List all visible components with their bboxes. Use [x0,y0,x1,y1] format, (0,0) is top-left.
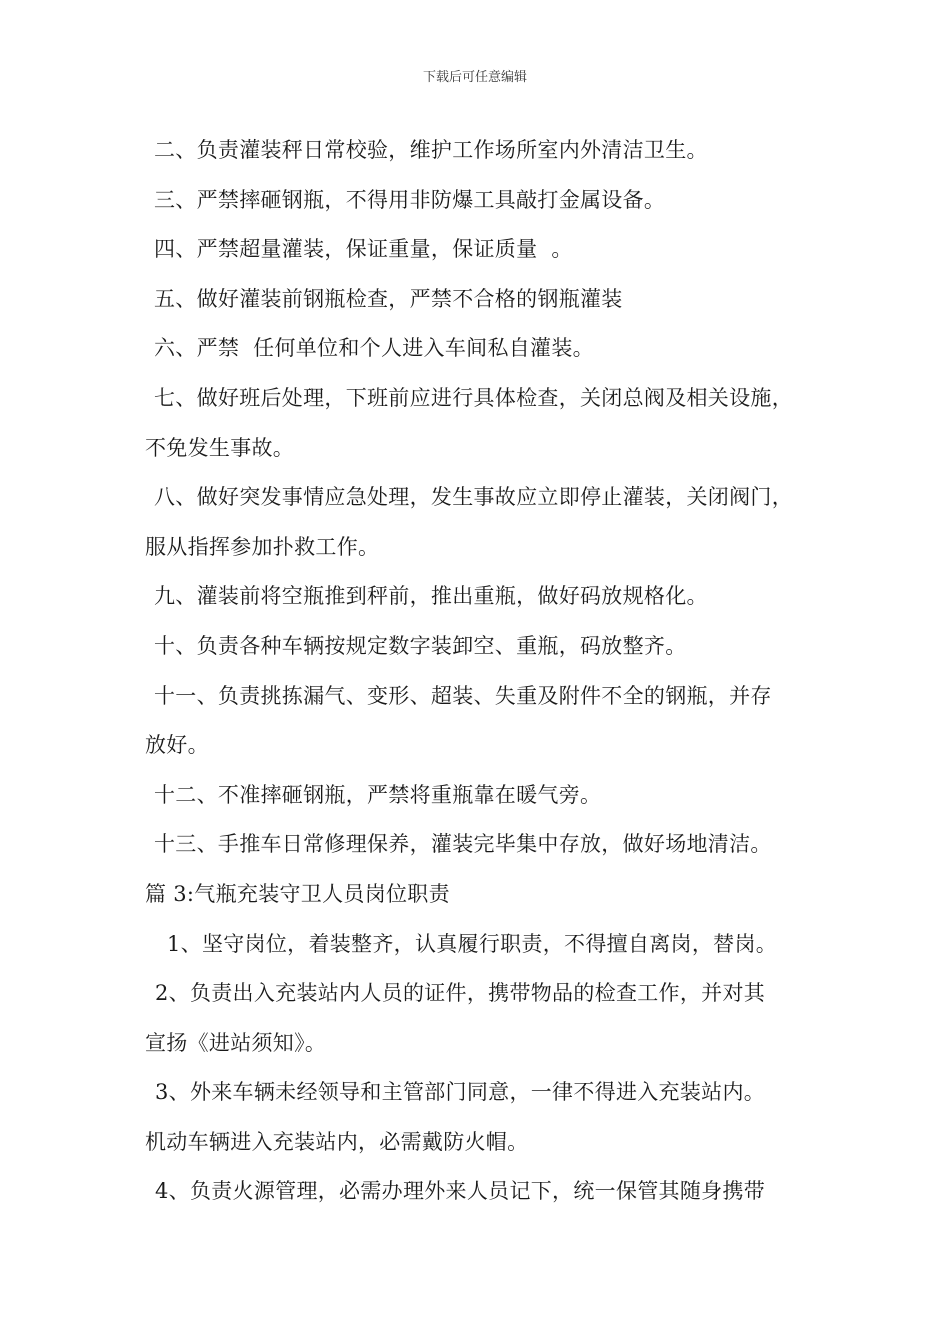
text-line-18: 2、负责出入充装站内人员的证件，携带物品的检查工作，并对其 [155,981,766,1006]
text-line-12: 十一、负责挑拣漏气、变形、超装、失重及附件不全的钢瓶，并存 [154,683,772,708]
text-line-10: 九、灌装前将空瓶推到秤前，推出重瓶，做好码放规格化。 [154,584,708,609]
section-heading: 篇 3:气瓶充装守卫人员岗位职责 [145,881,450,906]
text-line-6: 七、做好班后处理，下班前应进行具体检查，关闭总阀及相关设施， [154,385,793,410]
text-line-1: 二、负责灌装秤日常校验，维护工作场所室内外清洁卫生。 [154,138,708,162]
text-line-20: 3、外来车辆未经领导和主管部门同意，一律不得进入充装站内。 [155,1080,766,1105]
text-line-14: 十二、不准摔砸钢瓶，严禁将重瓶靠在暖气旁。 [154,782,602,807]
text-line-9: 服从指挥参加扑救工作。 [145,534,380,559]
page-header: 下载后可任意编辑 [422,70,527,85]
text-line-3: 四、严禁超量灌装，保证重量，保证质量 。 [154,237,573,262]
text-line-17: 1、坚守岗位，着装整齐，认真履行职责，不得擅自离岗，替岗。 [167,931,778,956]
text-line-22: 4、负责火源管理，必需办理外来人员记下，统一保管其随身携带 [155,1179,766,1204]
text-line-5: 六、严禁 任何单位和个人进入车间私自灌装。 [154,336,594,361]
text-line-4: 五、做好灌装前钢瓶检查，严禁不合格的钢瓶灌装 [154,286,623,311]
text-line-8: 八、做好突发事情应急处理，发生事故应立即停止灌装，关闭阀门， [154,485,793,510]
document-body [145,132,835,1223]
text-line-2: 三、严禁摔砸钢瓶，不得用非防爆工具敲打金属设备。 [154,187,666,212]
text-line-11: 十、负责各种车辆按规定数字装卸空、重瓶，码放整齐。 [154,633,687,658]
text-line-13: 放好。 [145,733,209,758]
text-line-7: 不免发生事故。 [145,435,295,460]
text-line-21: 机动车辆进入充装站内，必需戴防火帽。 [145,1129,529,1154]
text-line-15: 十三、手推车日常修理保养，灌装完毕集中存放，做好场地清洁。 [154,832,772,857]
text-line-19: 宣扬《进站须知》。 [145,1030,327,1055]
